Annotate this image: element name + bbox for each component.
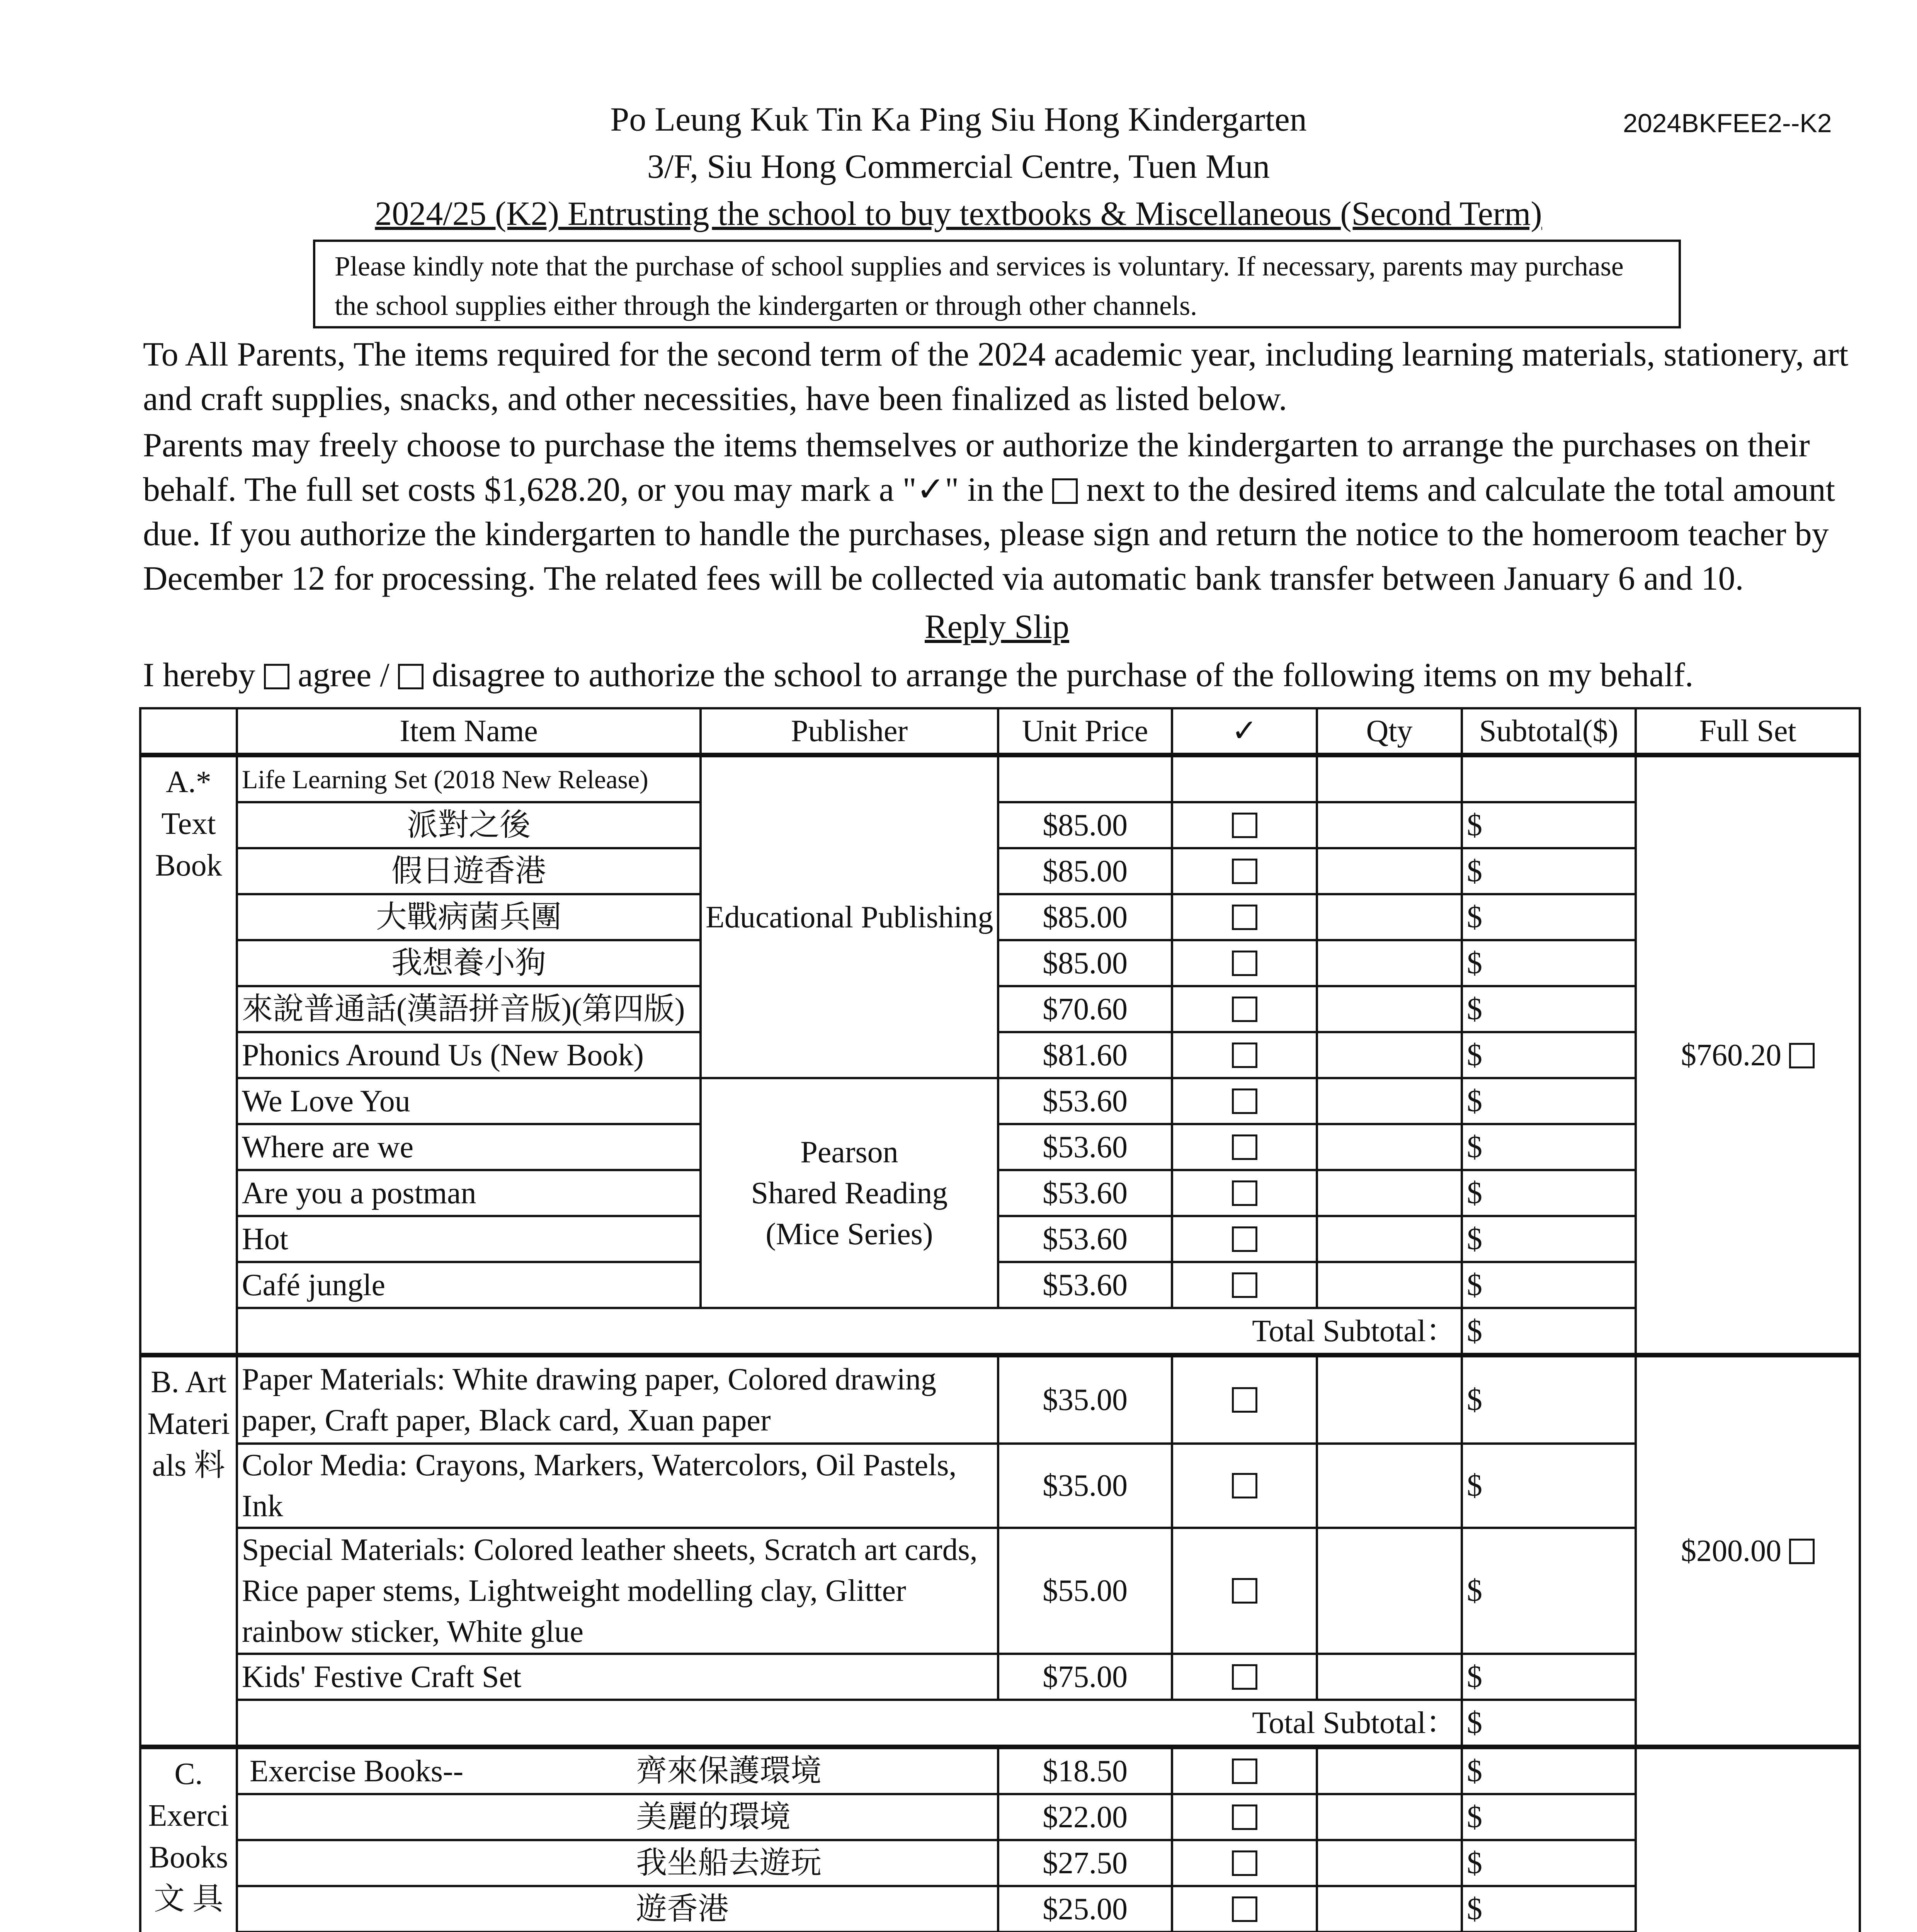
check-cell[interactable] — [1172, 1528, 1317, 1654]
unit-price: $53.60 — [998, 1262, 1172, 1308]
reply-slip-heading: Reply Slip — [924, 608, 1070, 646]
subtotal-cell[interactable]: $ — [1462, 1654, 1636, 1700]
checkbox[interactable] — [1232, 1896, 1257, 1922]
subtotal-cell[interactable]: $ — [1462, 1078, 1636, 1124]
total-subtotal-label: Total Subtotal： — [237, 1700, 1462, 1746]
item-name: 來說普通話(漢語拼音版)(第四版) — [237, 986, 701, 1032]
unit-price: $81.60 — [998, 1032, 1172, 1078]
empty-cell — [1172, 756, 1317, 802]
full-set-cell[interactable] — [1636, 756, 1860, 1354]
category-label: B. Art Materi als 料 — [140, 1356, 237, 1746]
unit-price: $75.00 — [998, 1654, 1172, 1700]
header-check: ✓ — [1172, 708, 1317, 754]
unit-price: $25.00 — [998, 1886, 1172, 1932]
exercise-book-title: 我坐船去遊玩 — [636, 1846, 822, 1880]
header-qty: Qty — [1317, 708, 1462, 754]
subtotal-cell[interactable]: $ — [1462, 1032, 1636, 1078]
exercise-book-title: 遊香港 — [636, 1892, 729, 1926]
header-publisher: Publisher — [701, 708, 998, 754]
table-row — [140, 1528, 1860, 1654]
checkbox[interactable] — [1232, 1804, 1257, 1830]
check-cell[interactable] — [1172, 1654, 1317, 1700]
header-category — [140, 708, 237, 754]
empty-cell — [998, 756, 1172, 802]
unit-price: $53.60 — [998, 1216, 1172, 1262]
table-row — [140, 802, 1860, 848]
table-row — [140, 894, 1860, 940]
table-row — [140, 940, 1860, 986]
category-label: C. Exerci Books 文 具 — [140, 1748, 237, 1932]
empty-cell — [1462, 756, 1636, 802]
header-subtotal: Subtotal($) — [1462, 708, 1636, 754]
table-row — [140, 1032, 1860, 1078]
voluntary-notice-box: Please kindly note that the purchase of school supplies and services is voluntary. If necessary, parents may purchase the school supplies either through the kindergarten or through other channels. — [313, 240, 1681, 328]
subtotal-cell[interactable]: $ — [1462, 1124, 1636, 1170]
qty-cell[interactable] — [1317, 848, 1462, 894]
exercise-books-prefix: Exercise Books-- — [250, 1754, 464, 1788]
unit-price: $85.00 — [998, 802, 1172, 848]
subtotal-cell[interactable]: $ — [1462, 1840, 1636, 1886]
table-row — [140, 986, 1860, 1032]
table-row — [140, 1262, 1860, 1308]
life-learning-heading: Life Learning Set (2018 New Release) — [237, 756, 701, 802]
qty-cell[interactable] — [1317, 1216, 1462, 1262]
checkbox[interactable] — [1232, 1387, 1257, 1413]
check-cell[interactable] — [1172, 802, 1317, 848]
qty-cell[interactable] — [1317, 1262, 1462, 1308]
qty-cell[interactable] — [1317, 1356, 1462, 1444]
check-cell[interactable] — [1172, 940, 1317, 986]
unit-price: $27.50 — [998, 1840, 1172, 1886]
agree-label: agree / — [298, 656, 390, 694]
checkbox[interactable] — [1232, 1759, 1257, 1784]
item-name: Phonics Around Us (New Book) — [237, 1032, 701, 1078]
table-row — [140, 1444, 1860, 1528]
checkbox[interactable] — [1232, 1473, 1257, 1498]
item-name: Café jungle — [237, 1262, 701, 1308]
table-row — [140, 1216, 1860, 1262]
checkbox-icon — [1052, 478, 1078, 504]
subtotal-cell[interactable]: $ — [1462, 1748, 1636, 1794]
check-cell[interactable] — [1172, 1262, 1317, 1308]
qty-cell[interactable] — [1317, 1840, 1462, 1886]
publisher-pearson: Pearson Shared Reading (Mice Series) — [701, 1078, 998, 1308]
item-name: 派對之後 — [237, 802, 701, 848]
table-row — [140, 1886, 1860, 1932]
check-cell[interactable] — [1172, 1078, 1317, 1124]
subtotal-cell[interactable]: $ — [1462, 940, 1636, 986]
exercise-book-title: 齊來保護環境 — [636, 1754, 822, 1788]
qty-cell[interactable] — [1317, 1794, 1462, 1840]
school-name: Po Leung Kuk Tin Ka Ping Siu Hong Kindergarten — [610, 101, 1307, 138]
full-set-cell[interactable] — [1636, 1356, 1860, 1746]
subtotal-cell[interactable]: $ — [1462, 1528, 1636, 1654]
full-set-cell[interactable] — [1636, 1748, 1860, 1932]
check-cell[interactable] — [1172, 1886, 1317, 1932]
table-row — [140, 1170, 1860, 1216]
qty-cell[interactable] — [1317, 1886, 1462, 1932]
table-header-row — [140, 708, 1860, 754]
checkbox[interactable] — [1232, 1272, 1257, 1298]
subtotal-cell[interactable]: $ — [1462, 986, 1636, 1032]
unit-price: $22.00 — [998, 1794, 1172, 1840]
item-name: 我想養小狗 — [237, 940, 701, 986]
qty-cell[interactable] — [1317, 894, 1462, 940]
table-row — [140, 1078, 1860, 1124]
agree-line-prefix: I hereby — [143, 656, 255, 694]
checkbox[interactable] — [1232, 1088, 1257, 1114]
agree-line — [143, 653, 1693, 697]
qty-cell[interactable] — [1317, 1032, 1462, 1078]
unit-price: $70.60 — [998, 986, 1172, 1032]
unit-price: $55.00 — [998, 1528, 1172, 1654]
subtotal-cell[interactable]: $ — [1462, 1170, 1636, 1216]
unit-price: $18.50 — [998, 1748, 1172, 1794]
table-row — [140, 1840, 1860, 1886]
school-address: 3/F, Siu Hong Commercial Centre, Tuen Mun — [647, 148, 1270, 185]
item-name: Kids' Festive Craft Set — [237, 1654, 998, 1700]
item-name: 大戰病菌兵團 — [237, 894, 701, 940]
checkbox[interactable] — [1232, 1134, 1257, 1160]
item-name: Special Materials: Colored leather sheets, Scratch art cards, Rice paper stems, Lightweight modelling clay, Glitter rainbow sticker, White glue — [237, 1528, 998, 1654]
qty-cell[interactable] — [1317, 1444, 1462, 1528]
publisher-educational: Educational Publishing — [701, 756, 998, 1078]
disagree-checkbox[interactable] — [398, 664, 424, 689]
header-unit-price: Unit Price — [998, 708, 1172, 754]
section-b — [140, 1356, 1860, 1746]
subtotal-cell[interactable]: $ — [1462, 1444, 1636, 1528]
item-name: Where are we — [237, 1124, 701, 1170]
checkbox[interactable] — [1232, 1226, 1257, 1252]
table-row — [140, 848, 1860, 894]
check-cell[interactable] — [1172, 986, 1317, 1032]
unit-price: $35.00 — [998, 1356, 1172, 1444]
checkbox[interactable] — [1232, 813, 1257, 838]
check-cell[interactable] — [1172, 848, 1317, 894]
header-item-name: Item Name — [237, 708, 701, 754]
check-cell[interactable] — [1172, 894, 1317, 940]
item-name — [237, 1840, 998, 1886]
unit-price: $85.00 — [998, 848, 1172, 894]
unit-price: $53.60 — [998, 1078, 1172, 1124]
item-name: Hot — [237, 1216, 701, 1262]
table-row — [140, 1794, 1860, 1840]
table-row — [140, 1654, 1860, 1700]
checkbox[interactable] — [1232, 1664, 1257, 1690]
checkbox[interactable] — [1232, 1043, 1257, 1068]
qty-cell[interactable] — [1317, 802, 1462, 848]
intro-paragraph-1: To All Parents, The items required for the second term of the 2024 academic year, including learning materials, stationery, art and craft supplies, snacks, and other necessities, have been finalized as listed below. — [143, 336, 1849, 418]
total-subtotal-label: Total Subtotal： — [237, 1308, 1462, 1354]
qty-cell[interactable] — [1317, 1124, 1462, 1170]
qty-cell[interactable] — [1317, 1654, 1462, 1700]
unit-price: $53.60 — [998, 1170, 1172, 1216]
full-set-price: $760.20 — [1681, 1038, 1781, 1072]
full-set-price: $200.00 — [1681, 1534, 1781, 1568]
empty-cell — [1317, 756, 1462, 802]
checkbox[interactable] — [1232, 1180, 1257, 1206]
unit-price: $85.00 — [998, 894, 1172, 940]
item-name: 假日遊香港 — [237, 848, 701, 894]
table-row — [140, 1356, 1860, 1444]
subtotal-cell[interactable]: $ — [1462, 1216, 1636, 1262]
subtotal-cell[interactable]: $ — [1462, 1356, 1636, 1444]
subtotal-cell[interactable]: $ — [1462, 1794, 1636, 1840]
check-cell[interactable] — [1172, 1748, 1317, 1794]
checkbox[interactable] — [1232, 859, 1257, 884]
subtotal-cell[interactable]: $ — [1462, 894, 1636, 940]
item-name: Are you a postman — [237, 1170, 701, 1216]
subtotal-cell[interactable]: $ — [1462, 848, 1636, 894]
unit-price: $35.00 — [998, 1444, 1172, 1528]
item-name: We Love You — [237, 1078, 701, 1124]
item-name — [237, 1748, 998, 1794]
agree-checkbox[interactable] — [264, 664, 289, 689]
item-name: Color Media: Crayons, Markers, Watercolors, Oil Pastels, Ink — [237, 1444, 998, 1528]
check-cell[interactable] — [1172, 1124, 1317, 1170]
section-a — [140, 756, 1860, 1354]
checkbox[interactable] — [1232, 1850, 1257, 1876]
section-c — [140, 1748, 1860, 1932]
total-subtotal-value[interactable]: $ — [1462, 1700, 1636, 1746]
intro-paragraph-2 — [143, 423, 1863, 601]
order-table — [139, 707, 1861, 1932]
check-cell[interactable] — [1172, 1356, 1317, 1444]
item-name — [237, 1794, 998, 1840]
subtotal-cell[interactable]: $ — [1462, 1262, 1636, 1308]
total-subtotal-value[interactable]: $ — [1462, 1308, 1636, 1354]
check-cell[interactable] — [1172, 1170, 1317, 1216]
intro-paragraph-2a: Parents may freely choose to purchase the items themselves or authorize the kindergarten to arrange the purchases on their behalf. The full set costs $1,628.20, or you may mark a "✓" in the — [143, 427, 1810, 509]
subtotal-cell[interactable]: $ — [1462, 802, 1636, 848]
qty-cell[interactable] — [1317, 940, 1462, 986]
section-a-heading-row — [140, 756, 1860, 802]
table-row — [140, 1748, 1860, 1794]
qty-cell[interactable] — [1317, 1078, 1462, 1124]
unit-price: $85.00 — [998, 940, 1172, 986]
qty-cell[interactable] — [1317, 1748, 1462, 1794]
checkbox[interactable] — [1232, 951, 1257, 976]
total-subtotal-row — [140, 1308, 1860, 1354]
full-set-checkbox[interactable] — [1789, 1539, 1815, 1564]
check-cell[interactable] — [1172, 1840, 1317, 1886]
item-name: Paper Materials: White drawing paper, Colored drawing paper, Craft paper, Black card, Xuan paper — [237, 1356, 998, 1444]
item-name — [237, 1886, 998, 1932]
category-label: A.* Text Book — [140, 756, 237, 1354]
qty-cell[interactable] — [1317, 1528, 1462, 1654]
subtotal-cell[interactable]: $ — [1462, 1886, 1636, 1932]
header-full-set: Full Set — [1636, 708, 1860, 754]
check-cell[interactable] — [1172, 1794, 1317, 1840]
unit-price: $53.60 — [998, 1124, 1172, 1170]
qty-cell[interactable] — [1317, 986, 1462, 1032]
check-cell[interactable] — [1172, 1444, 1317, 1528]
checkbox[interactable] — [1232, 905, 1257, 930]
checkbox[interactable] — [1232, 1578, 1257, 1604]
check-cell[interactable] — [1172, 1216, 1317, 1262]
disagree-label: disagree to authorize the school to arrange the purchase of the following items on my behalf. — [432, 656, 1694, 694]
exercise-book-title: 美麗的環境 — [636, 1800, 791, 1834]
total-subtotal-row — [140, 1700, 1860, 1746]
full-set-checkbox[interactable] — [1789, 1043, 1815, 1068]
checkbox[interactable] — [1232, 997, 1257, 1022]
table-row — [140, 1124, 1860, 1170]
document-code: 2024BKFEE2--K2 — [1623, 109, 1832, 138]
check-cell[interactable] — [1172, 1032, 1317, 1078]
intro-paragraph-2b: next to the desired items and calculate the total amount due. If you authorize the kindergarten to handle the purchases, please sign and return the notice to the homeroom teacher by December 12 for processing. The related fees will be collected via automatic bank transfer between January 6 and 10. — [143, 471, 1835, 597]
qty-cell[interactable] — [1317, 1170, 1462, 1216]
document-title: 2024/25 (K2) Entrusting the school to buy textbooks & Miscellaneous (Second Term) — [375, 195, 1542, 233]
